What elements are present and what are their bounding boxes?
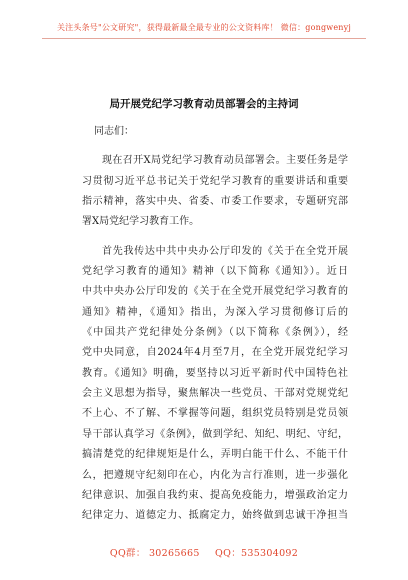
- qq-number: QQ：535304092: [215, 548, 299, 559]
- paragraph-line: 教育。《通知》明确，要坚持以习近平新时代中国特色社: [82, 367, 348, 379]
- paragraph-gap: [82, 233, 348, 242]
- paragraph-line: 么，把遵规守纪刻印在心，内化为言行准则，进一步强化: [82, 469, 348, 481]
- paragraph-line: 搞清楚党的纪律规矩是什么，弄明白能干什么、不能干什: [82, 449, 348, 461]
- paragraph-line: 不上心、不了解、不掌握等问题，组织党员特别是党员领: [82, 408, 348, 420]
- document-title: 局开展党纪学习教育动员部署会的主持词: [109, 98, 299, 110]
- paragraph-gap: [82, 142, 348, 151]
- header-divider: [42, 38, 366, 39]
- paragraph-1: [82, 151, 348, 232]
- paragraph-line: 纪律定力、道德定力、抵腐定力，始终做到忠诚干净担当: [82, 510, 348, 522]
- paragraph-line: 《中国共产党纪律处分条例》（以下简称《条例》），经: [82, 327, 348, 339]
- paragraph-line: 党中央同意，自2024年4月至7月，在全党开展党纪学习: [82, 347, 348, 359]
- paragraph-line: 首先我传达中共中央办公厅印发的《关于在全党开展: [102, 245, 348, 257]
- paragraph-line: 纪律意识、加强自我约束、提高免疫能力，增强政治定力: [82, 489, 348, 501]
- salutation-text: 同志们：: [94, 126, 134, 137]
- paragraph-line: 习贯彻习近平总书记关于党纪学习教育的重要讲话和重要: [82, 175, 348, 187]
- salutation: [82, 122, 348, 142]
- paragraph-line: 中共中央办公厅印发的《关于在全党开展党纪学习教育的: [82, 286, 348, 298]
- paragraph-line: 指示精神，落实中央、省委、市委工作要求，专题研究部: [82, 196, 348, 208]
- qq-group-number: QQ群： 30265665: [109, 548, 200, 559]
- paragraph-line: 通知》精神，《通知》指出，为深入学习贯彻修订后的: [82, 306, 348, 318]
- footer-contacts: [0, 545, 408, 559]
- paragraph-line: 导干部认真学习《条例》，做到学纪、知纪、明纪、守纪，: [82, 428, 348, 440]
- paragraph-line: 党纪学习教育的通知》精神（以下简称《通知》）。近日: [82, 266, 348, 278]
- paragraph-line: 会主义思想为指导，聚焦解决一些党员、干部对党规党纪: [82, 388, 348, 400]
- paragraph-line: 现在召开X局党纪学习教育动员部署会。主要任务是学: [102, 155, 348, 167]
- top-banner: 关注头条号"公文研究"，获得最新最全最专业的公文资料库！ 微信：gongwenyj: [56, 23, 352, 32]
- paragraph-2: [82, 242, 348, 527]
- paragraph-line: 署X局党纪学习教育工作。: [82, 216, 200, 228]
- document-body: [82, 122, 348, 527]
